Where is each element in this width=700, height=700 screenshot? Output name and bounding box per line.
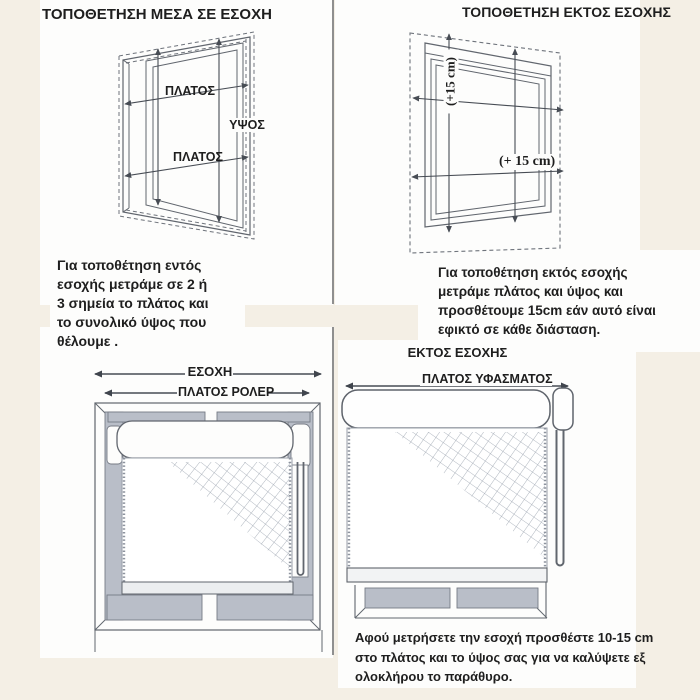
roller-tube <box>342 390 550 428</box>
width-arrow-bottom <box>412 171 563 177</box>
outside-recess-title: ΤΟΠΟΘΕΤΗΣΗ ΕΚΤΟΣ ΕΣΟΧΗΣ <box>462 4 671 20</box>
outside-recess-bottom-caption: Αφού μετρήσετε την εσοχή προσθέστε 10-15 cm στο πλάτος και το ύψος σας για να καλύψετε εξ ολοκλήρου το παράθυρο. <box>355 630 654 684</box>
outside-recess-diagram-title: ΕΚΤΟΣ ΕΣΟΧΗΣ <box>407 345 508 360</box>
outside-recess-window-diagram <box>398 20 578 265</box>
inside-recess-title: ΤΟΠΟΘΕΤΗΣΗ ΜΕΣΑ ΣΕ ΕΣΟΧΗ <box>42 6 272 23</box>
recess-wall-bottom-right <box>217 595 313 620</box>
width-label-top: ΠΛΑΤΟΣ <box>165 84 215 98</box>
recess-wall-bottom-right <box>457 588 538 608</box>
chain-channel <box>292 465 308 577</box>
recess-wall-bottom-left <box>107 595 202 620</box>
width-label-bottom: ΠΛΑΤΟΣ <box>173 150 223 164</box>
inside-recess-caption: Για τοποθέτηση εντός εσοχής μετράμε σε 2 ή 3 σημεία το πλάτος και το συνολικό ύψος που θέλουμε . <box>57 257 209 349</box>
fabric-width-label: ΠΛΑΤΟΣ ΥΦΑΣΜΑΤΟΣ <box>422 372 553 386</box>
roller-tube <box>117 421 293 458</box>
roller-width-label: ΠΛΑΤΟΣ ΡΟΛΕΡ <box>178 385 275 399</box>
outside-recess-caption: Για τοποθέτηση εκτός εσοχής μετράμε πλάτος και ύψος και προσθέτουμε 15cm εάν αυτό είναι εφικτό σε κάθε διάσταση. <box>438 265 656 337</box>
width-extra-label: (+ 15 cm) <box>499 154 556 169</box>
roller-outside-recess-diagram <box>340 370 635 630</box>
height-extra-label: (+15 cm) <box>444 49 459 113</box>
recess-wall-bottom-left <box>365 588 450 608</box>
inside-recess-window-diagram <box>110 25 275 265</box>
fabric-bottom-bar <box>122 582 293 594</box>
height-label: ΥΨΟΣ <box>223 118 271 132</box>
recess-label: ΕΣΟΧΗ <box>187 364 233 379</box>
chain-end-cap <box>553 388 573 430</box>
fabric-bottom-bar <box>347 568 547 582</box>
roller-inside-recess-diagram <box>85 360 333 658</box>
chain-loop <box>557 430 564 566</box>
chain-housing-right <box>291 424 310 468</box>
vertical-divider-top <box>332 0 334 304</box>
